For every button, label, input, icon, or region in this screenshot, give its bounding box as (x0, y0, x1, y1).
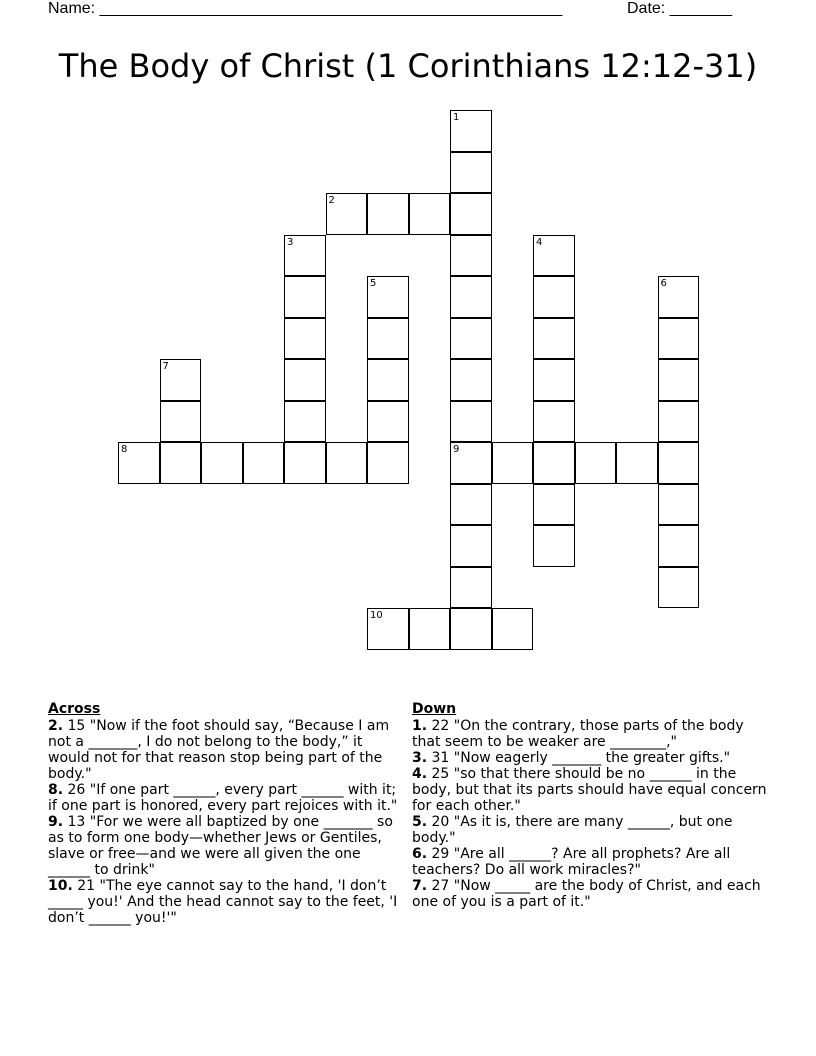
crossword-cell[interactable] (658, 318, 700, 360)
clue-number: 8. (48, 782, 64, 798)
crossword-cell[interactable] (616, 442, 658, 484)
crossword-cell[interactable] (284, 235, 326, 277)
crossword-cell[interactable] (533, 525, 575, 567)
across-clue (48, 814, 404, 878)
clue-text: 31 "Now eagerly _______ the greater gifts." (427, 750, 731, 766)
across-clues (48, 701, 404, 926)
down-clue (412, 846, 768, 878)
cell-number: 8 (121, 444, 128, 455)
clue-text: 20 "As it is, there are many ______, but one body." (412, 814, 733, 846)
crossword-cell[interactable] (533, 276, 575, 318)
clue-number: 3. (412, 750, 428, 766)
crossword-cell[interactable] (658, 276, 700, 318)
crossword-cell[interactable] (367, 442, 409, 484)
crossword-cell[interactable] (658, 359, 700, 401)
clue-number: 9. (48, 814, 64, 830)
crossword-cell[interactable] (160, 401, 202, 443)
crossword-cell[interactable] (367, 193, 409, 235)
crossword-cell[interactable] (367, 608, 409, 650)
crossword-cell[interactable] (284, 442, 326, 484)
crossword-cell[interactable] (160, 442, 202, 484)
page-title: The Body of Christ (1 Corinthians 12:12-31) (58, 47, 758, 85)
down-clue (412, 750, 768, 766)
cell-number: 2 (328, 195, 335, 206)
crossword-cell[interactable] (118, 442, 160, 484)
crossword-cell[interactable] (533, 442, 575, 484)
name-field-label: Name: ____________________________________________________ (48, 0, 563, 17)
crossword-cell[interactable] (658, 567, 700, 609)
down-clue (412, 718, 768, 750)
crossword-cell[interactable] (533, 235, 575, 277)
crossword-cell[interactable] (409, 193, 451, 235)
clue-number: 7. (412, 878, 428, 894)
crossword-cell[interactable] (658, 442, 700, 484)
crossword-cell[interactable] (492, 442, 534, 484)
crossword-cell[interactable] (367, 318, 409, 360)
clue-text: 21 "The eye cannot say to the hand, 'I don’t _____ you!' And the head cannot say to the feet, 'I don’t ______ you!'" (48, 878, 398, 926)
crossword-cell[interactable] (450, 359, 492, 401)
cell-number: 7 (162, 361, 169, 372)
down-clue (412, 766, 768, 814)
crossword-cell[interactable] (533, 484, 575, 526)
clue-number: 10. (48, 878, 73, 894)
across-clue (48, 782, 404, 814)
crossword-cell[interactable] (201, 442, 243, 484)
cell-number: 6 (660, 278, 667, 289)
crossword-cell[interactable] (284, 401, 326, 443)
crossword-cell[interactable] (450, 442, 492, 484)
crossword-cell[interactable] (284, 318, 326, 360)
crossword-cell[interactable] (450, 318, 492, 360)
crossword-cell[interactable] (533, 359, 575, 401)
clue-text: 22 "On the contrary, those parts of the body that seem to be weaker are ________," (412, 718, 744, 750)
crossword-cell[interactable] (450, 110, 492, 152)
clue-number: 4. (412, 766, 428, 782)
crossword-cell[interactable] (160, 359, 202, 401)
crossword-cell[interactable] (450, 235, 492, 277)
crossword-cell[interactable] (658, 525, 700, 567)
clue-text: 13 "For we were all baptized by one _______ so as to form one body—whether Jews or Gentiles, slave or free—and we were all given the one ______ to drink" (48, 814, 393, 878)
clue-number: 5. (412, 814, 428, 830)
crossword-cell[interactable] (450, 608, 492, 650)
crossword-cell[interactable] (243, 442, 285, 484)
clue-text: 26 "If one part ______, every part ______ with it; if one part is honored, every part rejoices with it." (48, 782, 398, 814)
crossword-cell[interactable] (492, 608, 534, 650)
clue-number: 6. (412, 846, 428, 862)
down-heading: Down (412, 701, 457, 717)
crossword-cell[interactable] (409, 608, 451, 650)
clue-text: 15 "Now if the foot should say, “Because I am not a _______, I do not belong to the body,” it would not for that reason stop being part of the body." (48, 718, 390, 782)
crossword-cell[interactable] (450, 484, 492, 526)
cell-number: 1 (453, 112, 460, 123)
crossword-cell[interactable] (326, 442, 368, 484)
crossword-cell[interactable] (367, 359, 409, 401)
crossword-cell[interactable] (284, 276, 326, 318)
crossword-cell[interactable] (533, 401, 575, 443)
crossword-cell[interactable] (450, 193, 492, 235)
crossword-cell[interactable] (450, 401, 492, 443)
down-clue (412, 878, 768, 910)
across-clue (48, 718, 404, 782)
cell-number: 9 (453, 444, 460, 455)
crossword-cell[interactable] (533, 318, 575, 360)
cell-number: 4 (536, 236, 543, 248)
down-clue (412, 814, 768, 846)
across-heading: Across (48, 701, 101, 717)
crossword-cell[interactable] (575, 442, 617, 484)
down-clues (412, 701, 768, 910)
crossword-cell[interactable] (450, 567, 492, 609)
across-clue (48, 878, 404, 926)
clue-text: 29 "Are all ______? Are all prophets? Are all teachers? Do all work miracles?" (412, 846, 731, 878)
clue-text: 25 "so that there should be no ______ in the body, but that its parts should have equal concern for each other." (412, 766, 767, 814)
clue-number: 2. (48, 718, 64, 734)
crossword-cell[interactable] (326, 193, 368, 235)
cell-number: 5 (370, 278, 377, 289)
crossword-cell[interactable] (284, 359, 326, 401)
crossword-cell[interactable] (450, 276, 492, 318)
clue-text: 27 "Now _____ are the body of Christ, and each one of you is a part of it." (412, 878, 761, 910)
crossword-cell[interactable] (450, 525, 492, 567)
crossword-cell[interactable] (367, 276, 409, 318)
crossword-cell[interactable] (450, 152, 492, 194)
clue-number: 1. (412, 718, 428, 734)
crossword-cell[interactable] (658, 401, 700, 443)
cell-number: 3 (287, 236, 294, 248)
crossword-cell[interactable] (367, 401, 409, 443)
crossword-cell[interactable] (658, 484, 700, 526)
date-field-label: Date: _______ (627, 0, 732, 17)
cell-number: 10 (370, 610, 383, 621)
